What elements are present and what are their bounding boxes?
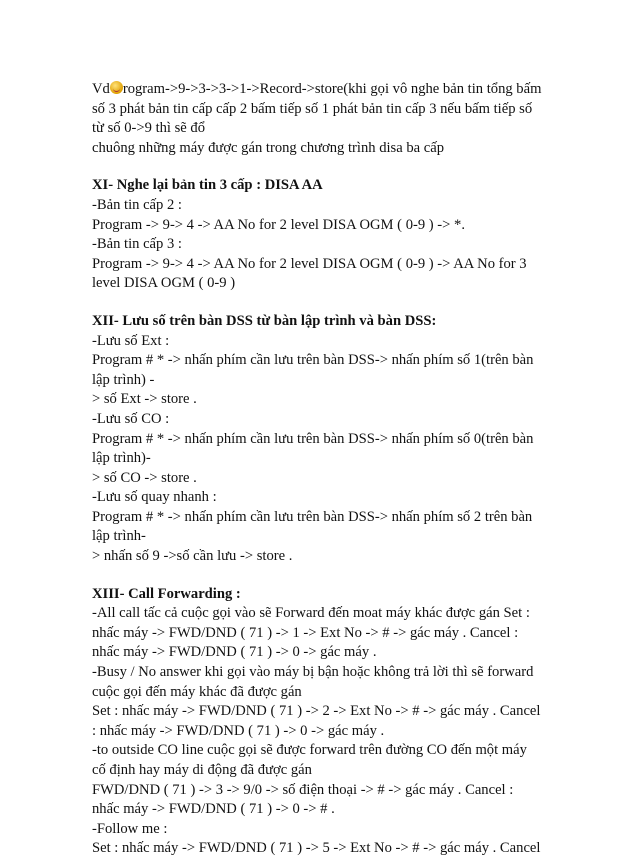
text-line: -Bản tin cấp 2 : (92, 196, 182, 213)
text-line: : nhấc máy -> FWD/DND ( 71 ) -> 0 -> gác máy . (92, 722, 385, 739)
section-heading: XIII- Call Forwarding : (92, 585, 241, 602)
text-line: chuông những máy được gán trong chương trình disa ba cấp (92, 139, 445, 156)
text-line: từ số 0->9 thì sẽ đổ (92, 120, 206, 137)
text-line: Program # * -> nhấn phím cần lưu trên bàn DSS-> nhấn phím số 1(trên bàn (92, 352, 534, 369)
text-line: > số Ext -> store . (92, 391, 197, 408)
text-line: Program # * -> nhấn phím cần lưu trên bàn DSS-> nhấn phím số 0(trên bàn (92, 430, 534, 447)
text-line: > nhấn số 9 ->số cần lưu -> store . (92, 548, 293, 565)
paragraph-gap (92, 158, 552, 176)
text-line: nhấc máy -> FWD/DND ( 71 ) -> 0 -> gác máy . (92, 644, 377, 661)
text-line: cuộc gọi đến máy khác đã được gán (92, 683, 302, 700)
text-line: lập trình- (92, 528, 146, 545)
text-line: cố định hay máy di động đã được gán (92, 762, 312, 778)
text-line: -Busy / No answer khi gọi vào máy bị bận hoặc không trả lời thì sẽ forward (92, 664, 534, 681)
text-line: Set : nhấc máy -> FWD/DND ( 71 ) -> 2 -> Ext No -> # -> gác máy . Cancel (92, 703, 541, 720)
text-line: Program -> 9-> 4 -> AA No for 2 level DISA OGM ( 0-9 ) -> *. (92, 216, 465, 233)
text-line: số 3 phát bản tin cấp cấp 2 bấm tiếp số 1 phát bản tin cấp 3 nếu bấm tiếp số (92, 100, 533, 117)
text-line: > số CO -> store . (92, 469, 197, 486)
section-heading: XI- Nghe lại bản tin 3 cấp : DISA AA (92, 177, 323, 194)
paragraph-gap (92, 294, 552, 312)
text-line: Program # * -> nhấn phím cần lưu trên bàn DSS-> nhấn phím số 2 trên bàn (92, 508, 533, 525)
text-fragment: rogram->9->3->3->1->Record->store(khi gọi vô nghe bản tin tổng bấm (122, 81, 542, 97)
text-line: -Lưu số CO : (92, 410, 170, 427)
text-line: -All call tấc cả cuộc gọi vào sẽ Forward đến moat máy khác được gán Set : (92, 605, 530, 622)
section-heading: XII- Lưu số trên bàn DSS từ bàn lập trình và bàn DSS: (92, 312, 437, 329)
text-line: -Lưu số Ext : (92, 332, 170, 349)
text-line: nhấc máy -> FWD/DND ( 71 ) -> 1 -> Ext No -> # -> gác máy . Cancel : (92, 624, 519, 641)
text-fragment: Vd (92, 81, 110, 97)
text-line: Program -> 9-> 4 -> AA No for 2 level DISA OGM ( 0-9 ) -> AA No for 3 (92, 255, 527, 272)
text-line: -Lưu số quay nhanh : (92, 489, 217, 506)
text-line: FWD/DND ( 71 ) -> 3 -> 9/0 -> số điện thoại -> # -> gác máy . Cancel : (92, 781, 514, 798)
text-line: lập trình)- (92, 450, 151, 467)
text-line: level DISA OGM ( 0-9 ) (92, 275, 236, 292)
text-line (92, 80, 552, 100)
text-line: -Follow me : (92, 820, 168, 837)
text-line: -Bản tin cấp 3 : (92, 236, 182, 253)
text-line: lập trình) - (92, 371, 155, 388)
text-line: nhấc máy -> FWD/DND ( 71 ) -> 0 -> # . (92, 801, 335, 818)
smiley-emoji-icon (110, 81, 123, 94)
document-page (92, 80, 552, 859)
paragraph-gap (92, 567, 552, 585)
text-line: Set : nhấc máy -> FWD/DND ( 71 ) -> 5 -> Ext No -> # -> gác máy . Cancel (92, 840, 541, 857)
text-line: -to outside CO line cuộc gọi sẽ được forward trên đường CO đến một máy (92, 742, 527, 759)
